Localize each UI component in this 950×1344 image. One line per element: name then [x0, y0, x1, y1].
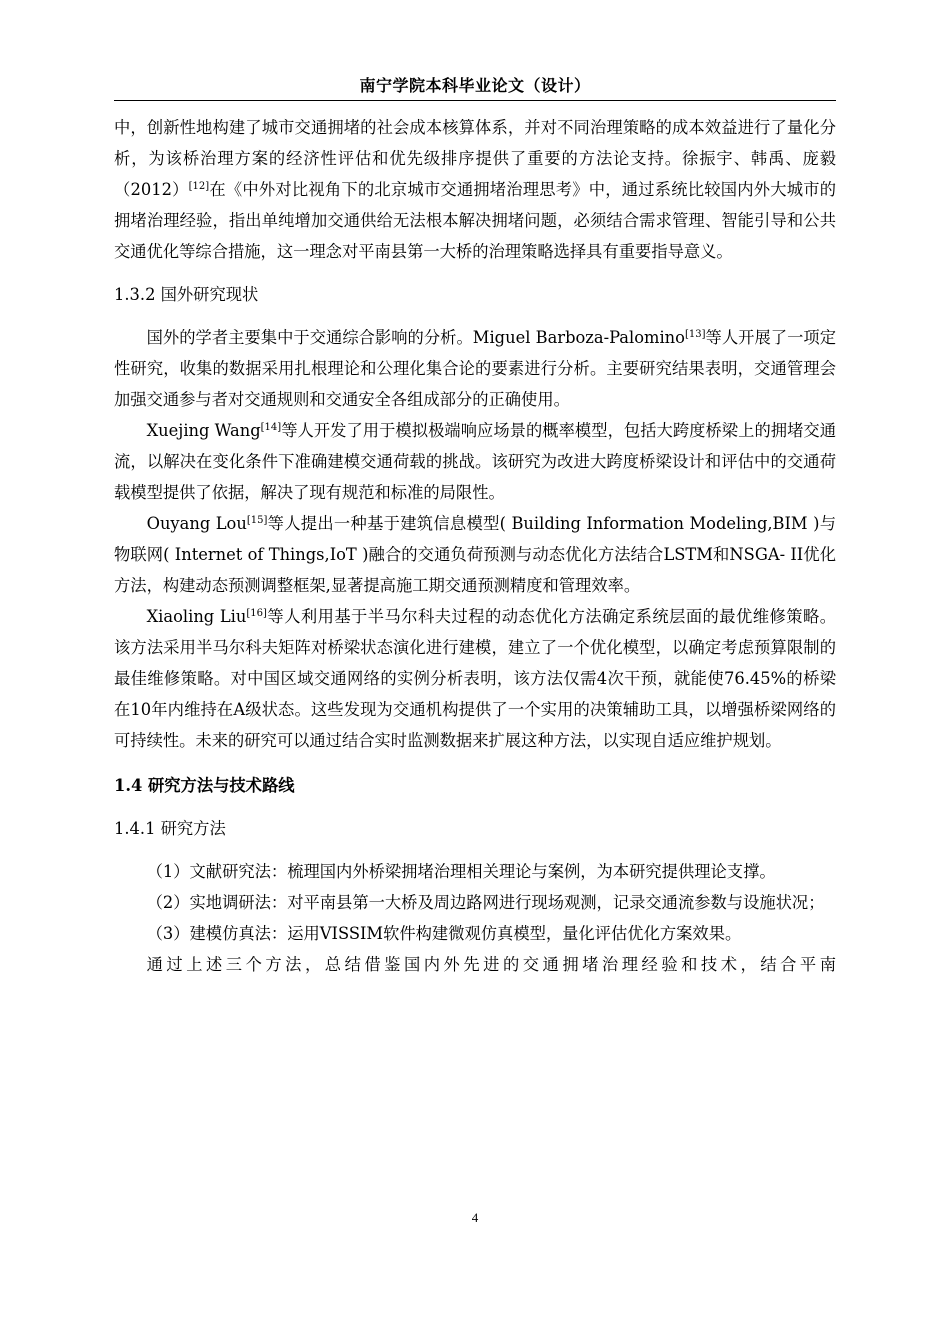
body-text [114, 112, 836, 980]
citation-ref: [16] [246, 608, 267, 619]
page-number: 4 [471, 1210, 479, 1225]
method-item: （3）建模仿真法：运用VISSIM软件构建微观仿真模型，量化评估优化方案效果。 [146, 924, 742, 943]
running-header: 南宁学院本科毕业论文（设计） [359, 76, 591, 95]
paragraph-continued [114, 112, 836, 267]
citation-ref: [13] [684, 329, 706, 340]
method-item: （1）文献研究法：梳理国内外桥梁拥堵治理相关理论与案例，为本研究提供理论支撑。 [146, 862, 776, 881]
paragraph-text: 中，创新性地构建了城市交通拥堵的社会成本核算体系，并对不同治理策略的成本效益进行了量化分析，为该桥治理方案的经济性评估和优先级排序提供了重要的方法论支持。徐振宇、韩禹、庞毅（2012） [114, 118, 836, 199]
paragraph-foreign-research [114, 322, 836, 415]
citation-ref: [12] [188, 181, 210, 192]
section-heading-1-3-2: 1.3.2 国外研究现状 [114, 285, 259, 304]
method-item: （2）实地调研法：对平南县第一大桥及周边路网进行现场观测，记录交通流参数与设施状况； [146, 893, 825, 912]
paragraph-text: 等人开展了一项定性研究，收集的数据采用扎根理论和公理化集合论的要素进行分析。主要研究结果表明，交通管理会加强交通参与者对交通规则和交通安全各组成部分的正确使用。 [114, 328, 836, 409]
paragraph-text: Xuejing Wang [146, 421, 261, 440]
paragraph-wang [114, 415, 836, 508]
paragraph-text: 等人利用基于半马尔科夫过程的动态优化方法确定系统层面的最优维修策略。该方法采用半马尔科夫矩阵对桥梁状态演化进行建模，建立了一个优化模型，以确定考虑预算限制的最佳维修策略。对中国区域交通网络的实例分析表明，该方法仅需4次干预，就能使76.45%的桥梁在10年内维持在A级状态。这些发现为交通机构提供了一个实用的决策辅助工具，以增强桥梁网络的可持续性。未来的研究可以通过结合实时监测数据来扩展这种方法，以实现自适应维护规划。 [114, 607, 837, 750]
paragraph-text: 等人提出一种基于建筑信息模型( Building Information Modeling,BIM )与物联网( Internet of Things,IoT )融合的交通负荷预测与动态优化方法结合LSTM和NSGA- II优化方法，构建动态预测调整框架,显著提高施工期交通预测精度和管理效率。 [114, 514, 836, 595]
paragraph-lou [114, 508, 836, 601]
section-heading-1-4: 1.4 研究方法与技术路线 [114, 776, 295, 795]
paragraph-text: Xiaoling Liu [146, 607, 247, 626]
header-rule [114, 100, 836, 101]
paragraph-summary: 通过上述三个方法，总结借鉴国内外先进的交通拥堵治理经验和技术，结合平南 [146, 955, 836, 974]
paragraph-text: 国外的学者主要集中于交通综合影响的分析。Miguel Barboza-Palomino [146, 328, 685, 347]
paragraph-text: Ouyang Lou [146, 514, 247, 533]
paragraph-text: 在《中外对比视角下的北京城市交通拥堵治理思考》中，通过系统比较国内外大城市的拥堵治理经验，指出单纯增加交通供给无法根本解决拥堵问题，必须结合需求管理、智能引导和公共交通优化等综合措施，这一理念对平南县第一大桥的治理策略选择具有重要指导意义。 [114, 180, 836, 261]
citation-ref: [14] [260, 422, 282, 433]
section-heading-1-4-1: 1.4.1 研究方法 [114, 819, 226, 838]
paragraph-liu [114, 601, 836, 756]
paragraph-text: 等人开发了用于模拟极端响应场景的概率模型，包括大跨度桥梁上的拥堵交通流，以解决在变化条件下准确建模交通荷载的挑战。该研究为改进大跨度桥梁设计和评估中的交通荷载模型提供了依据，解决了现有规范和标准的局限性。 [114, 421, 836, 502]
citation-ref: [15] [246, 515, 268, 526]
